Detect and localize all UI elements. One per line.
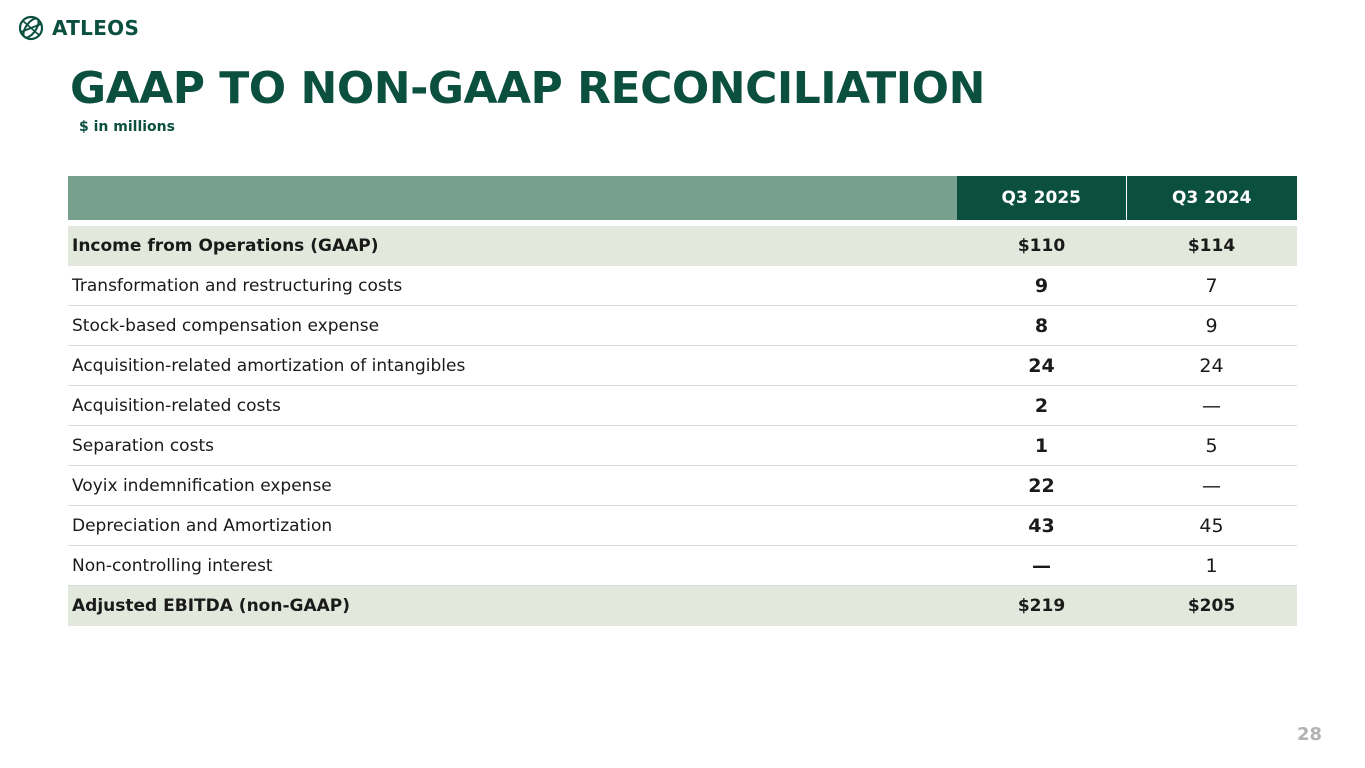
page-subtitle: $ in millions xyxy=(79,119,175,135)
table-row xyxy=(68,546,1297,586)
table-body xyxy=(68,226,1297,626)
header-label-cell xyxy=(68,176,957,220)
row-value-q3-2025: $110 xyxy=(957,226,1126,266)
row-value-q3-2025: 24 xyxy=(957,346,1126,386)
table-row xyxy=(68,386,1297,426)
row-value-q3-2025: 9 xyxy=(957,266,1126,306)
row-label: Stock-based compensation expense xyxy=(68,306,957,346)
row-label: Separation costs xyxy=(68,426,957,466)
table-row xyxy=(68,306,1297,346)
row-value-q3-2025: 22 xyxy=(957,466,1126,506)
row-value-q3-2024: 24 xyxy=(1126,346,1297,386)
row-label: Acquisition-related amortization of intangibles xyxy=(68,346,957,386)
row-label: Income from Operations (GAAP) xyxy=(68,226,957,266)
row-value-q3-2025: — xyxy=(957,546,1126,586)
row-label: Acquisition-related costs xyxy=(68,386,957,426)
row-label: Depreciation and Amortization xyxy=(68,506,957,546)
table-row xyxy=(68,226,1297,266)
row-value-q3-2025: 8 xyxy=(957,306,1126,346)
table-header-row xyxy=(68,176,1297,220)
row-value-q3-2025: $219 xyxy=(957,586,1126,626)
table-row xyxy=(68,466,1297,506)
row-label: Transformation and restructuring costs xyxy=(68,266,957,306)
row-value-q3-2024: 5 xyxy=(1126,426,1297,466)
page-title: GAAP TO NON-GAAP RECONCILIATION xyxy=(70,63,985,114)
brand-name: ATLEOS xyxy=(52,16,140,40)
row-label: Voyix indemnification expense xyxy=(68,466,957,506)
table-row xyxy=(68,586,1297,626)
reconciliation-table xyxy=(68,176,1297,626)
row-label: Adjusted EBITDA (non-GAAP) xyxy=(68,586,957,626)
row-value-q3-2025: 43 xyxy=(957,506,1126,546)
row-value-q3-2024: 9 xyxy=(1126,306,1297,346)
row-value-q3-2024: 7 xyxy=(1126,266,1297,306)
table-row xyxy=(68,346,1297,386)
row-value-q3-2024: — xyxy=(1126,466,1297,506)
table-row xyxy=(68,426,1297,466)
brand-logo xyxy=(18,15,139,41)
row-value-q3-2024: $205 xyxy=(1126,586,1297,626)
table-row xyxy=(68,506,1297,546)
header-q3-2024: Q3 2024 xyxy=(1126,176,1297,220)
row-value-q3-2024: $114 xyxy=(1126,226,1297,266)
row-value-q3-2024: 45 xyxy=(1126,506,1297,546)
row-value-q3-2025: 2 xyxy=(957,386,1126,426)
row-value-q3-2024: 1 xyxy=(1126,546,1297,586)
page-number: 28 xyxy=(1296,724,1322,745)
row-value-q3-2025: 1 xyxy=(957,426,1126,466)
row-label: Non-controlling interest xyxy=(68,546,957,586)
header-q3-2025: Q3 2025 xyxy=(957,176,1126,220)
table-row xyxy=(68,266,1297,306)
row-value-q3-2024: — xyxy=(1126,386,1297,426)
atleos-globe-icon xyxy=(18,15,44,41)
